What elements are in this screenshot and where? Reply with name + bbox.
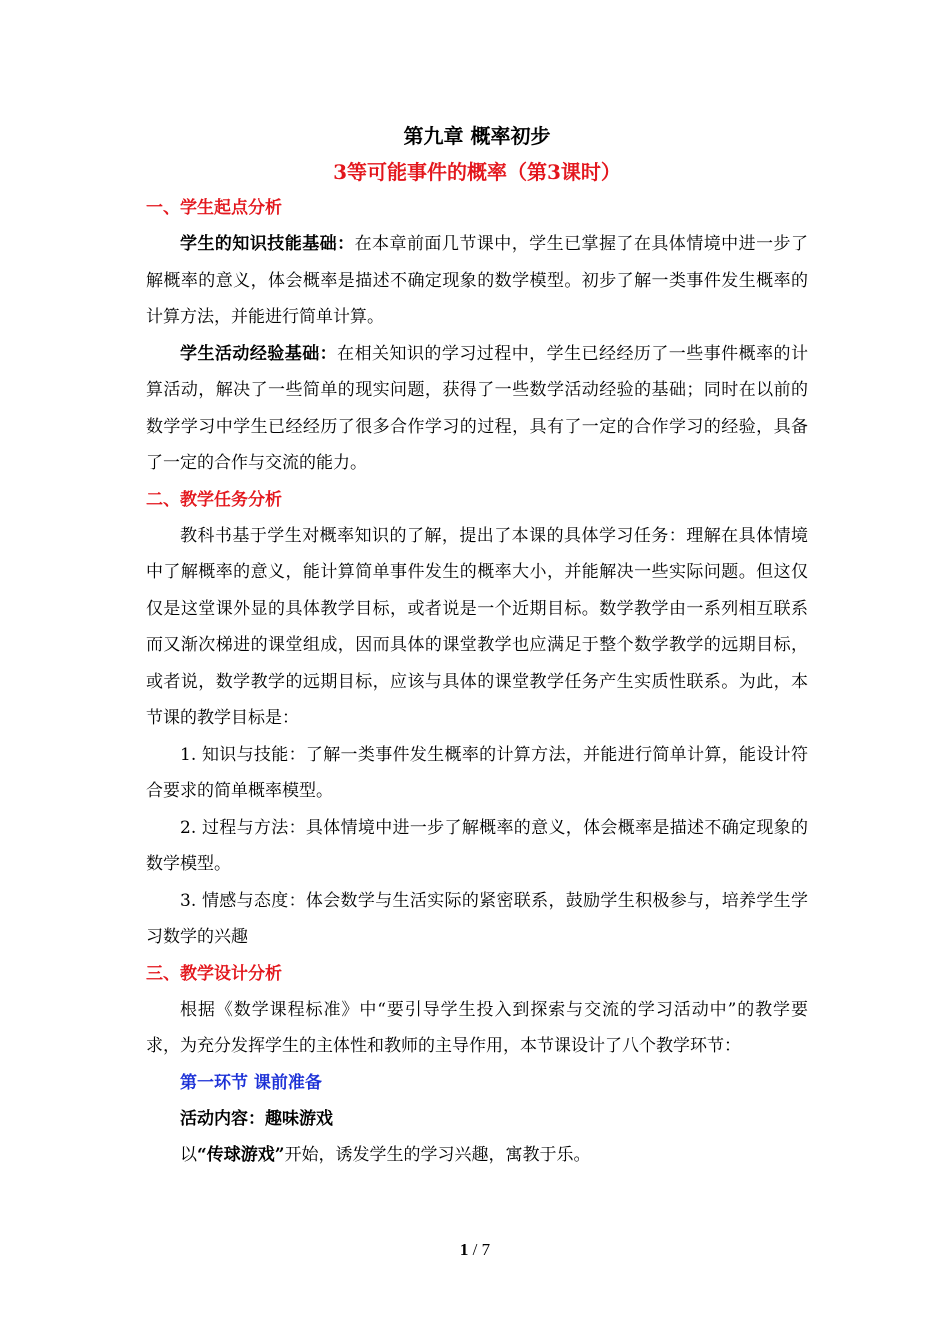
page-content (146, 118, 808, 1173)
activity-suffix: 开始，诱发学生的学习兴趣，寓教于乐。 (284, 1144, 591, 1165)
step-1-title: 第一环节 课前准备 (180, 1072, 322, 1093)
knowledge-basis-text: 在本章前面几节课中，学生已掌握了在具体情境中进一步了解概率的意义，体会概率是描述不确定现象的数学模型。初步了解一类事件发生概率的计算方法，并能进行简单计算。 (146, 234, 809, 327)
page-separator: / (468, 1240, 482, 1259)
current-page-number: 1 (459, 1240, 469, 1259)
paragraph-activity-basis (146, 336, 808, 482)
section-heading-1: 一、学生起点分析 (146, 198, 282, 218)
paragraph-knowledge-basis (146, 226, 808, 336)
total-pages-number: 7 (481, 1240, 491, 1259)
activity-prefix: 以 (180, 1144, 197, 1165)
paragraph-task-analysis: 教科书基于学生对概率知识的了解，提出了本课的具体学习任务：理解在具体情境中了解概率的意义，能计算简单事件发生的概率大小，并能解决一些实际问题。但这仅仅是这堂课外显的具体教学目标，或者说是一个近期目标。数学教学由一系列相互联系而又渐次梯进的课堂组成，因而具体的课堂教学也应满足于整个数学教学的远期目标，或者说，数学教学的远期目标，应该与具体的课堂教学任务产生实质性联系。为此，本节课的教学目标是： (146, 525, 808, 728)
goal-item-1: 1. 知识与技能：了解一类事件发生概率的计算方法，并能进行简单计算，能设计符合要求的简单概率模型。 (146, 744, 808, 801)
activity-description (146, 1137, 808, 1174)
section-heading-2: 二、教学任务分析 (146, 489, 282, 510)
activity-label: 活动内容：趣味游戏 (180, 1108, 333, 1129)
activity-game-name: “传球游戏” (197, 1144, 285, 1165)
chapter-title: 第九章 概率初步 (403, 124, 551, 148)
goal-item-2: 2. 过程与方法：具体情境中进一步了解概率的意义，体会概率是描述不确定现象的数学模型。 (146, 817, 808, 874)
goal-item-3: 3. 情感与态度：体会数学与生活实际的紧密联系，鼓励学生积极参与，培养学生学习数学的兴趣 (146, 890, 808, 947)
lesson-title: 3等可能事件的概率（第3课时） (333, 160, 621, 184)
section-heading-3: 三、教学设计分析 (146, 963, 282, 984)
paragraph-design-analysis: 根据《数学课程标准》中“要引导学生投入到探索与交流的学习活动中”的教学要求，为充分发挥学生的主体性和教师的主导作用，本节课设计了八个教学环节： (146, 999, 808, 1056)
activity-basis-label: 学生活动经验基础： (180, 343, 338, 364)
page-number (0, 1240, 950, 1260)
activity-basis-text: 在相关知识的学习过程中，学生已经经历了一些事件概率的计算活动，解决了一些简单的现实问题，获得了一些数学活动经验的基础；同时在以前的数学学习中学生已经经历了很多合作学习的过程，具有了一定的合作学习的经验，具备了一定的合作与交流的能力。 (146, 343, 809, 473)
knowledge-basis-label: 学生的知识技能基础： (180, 234, 355, 254)
